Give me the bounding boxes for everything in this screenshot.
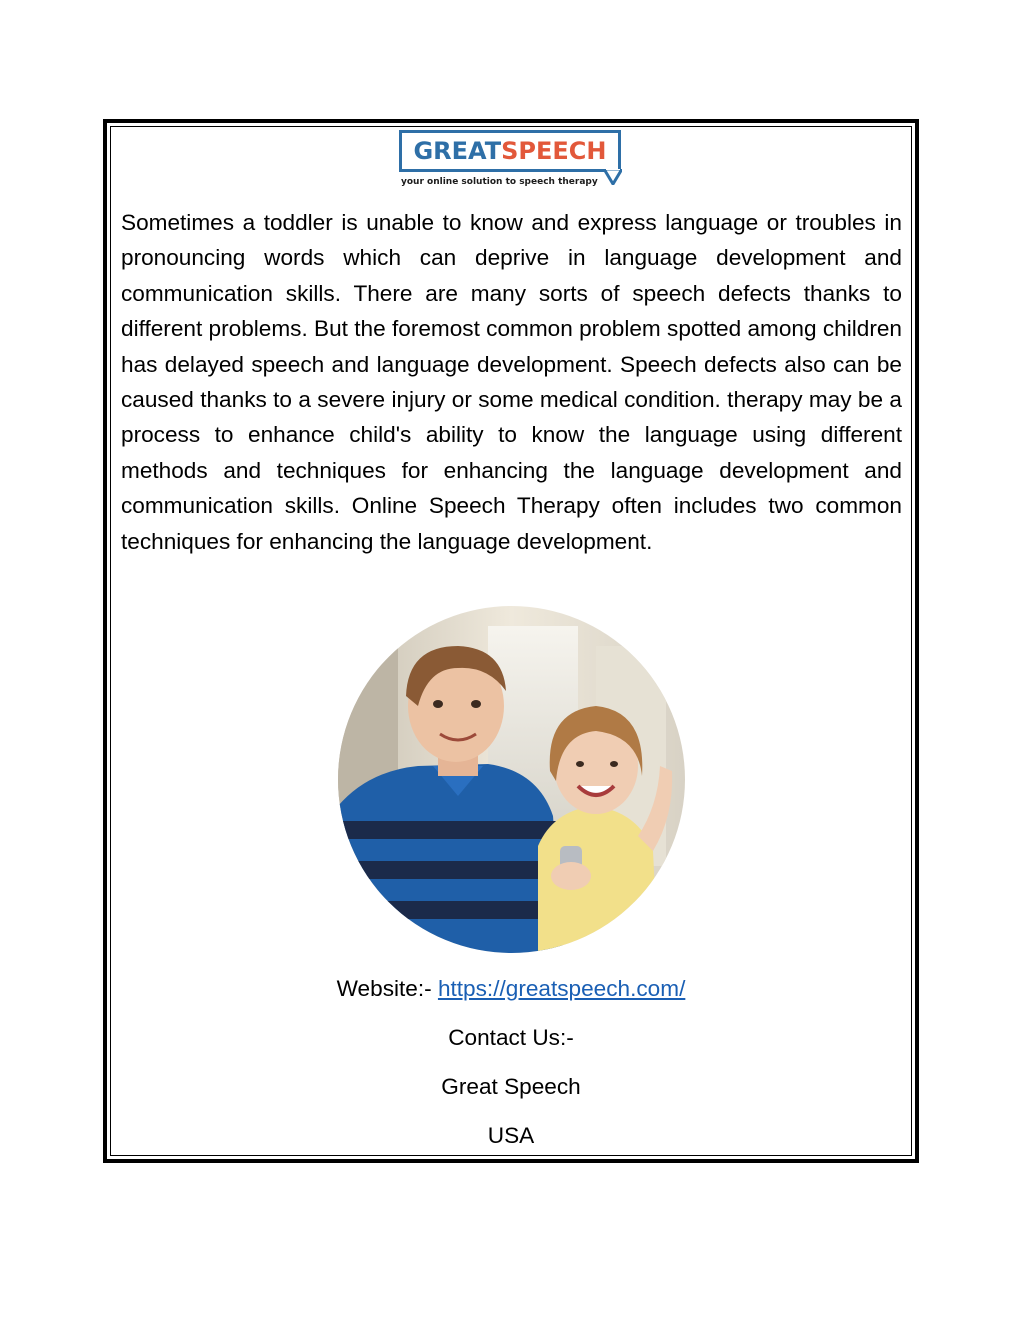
website-line xyxy=(110,974,912,1004)
company-country: USA xyxy=(487,1123,535,1148)
company-name: Great Speech xyxy=(441,1074,581,1099)
children-laughing-photo-icon xyxy=(338,606,685,953)
children-photo xyxy=(338,606,685,953)
website-link[interactable]: https://greatspeech.com/ xyxy=(437,976,686,1001)
logo-word-great: GREAT xyxy=(413,137,502,165)
website-label: Website:- xyxy=(336,976,438,1001)
logo-word-speech: SPEECH xyxy=(501,137,607,165)
logo-tagline: your online solution to speech therapy xyxy=(401,177,598,187)
logo-wordmark-box xyxy=(399,130,621,172)
greatspeech-logo xyxy=(399,130,625,190)
intro-paragraph: Sometimes a toddler is unable to know and express language or troubles in pronouncing words which can deprive in language development and communication skills. There are many sorts of speech defects thanks to different problems. But the foremost common problem spotted among children has delayed speech and language development. Speech defects also can be caused thanks to a severe injury or some medical condition. therapy may be a process to enhance child's ability to know the language using different methods and techniques for enhancing the language development and communication skills. Online Speech Therapy often includes two common techniques for enhancing the language development. xyxy=(121,210,902,554)
contact-label: Contact Us:- xyxy=(448,1025,574,1050)
